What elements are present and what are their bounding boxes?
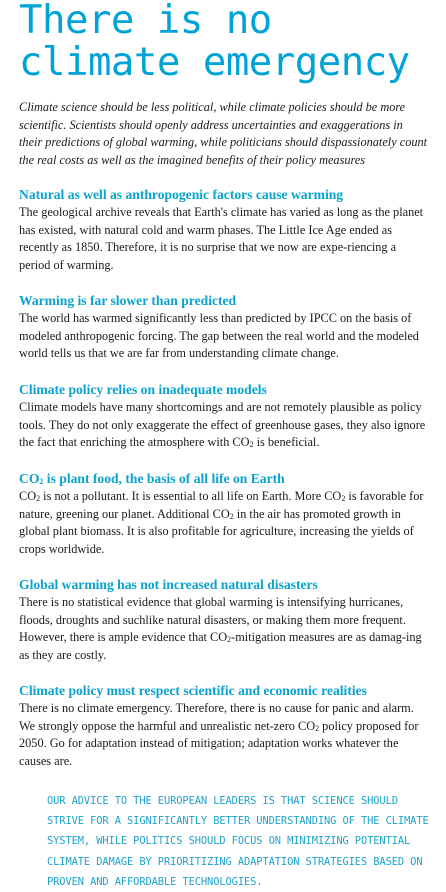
- section-body: The geological archive reveals that Earth's climate has varied as long as the planet has existed, with natural cold and warm phases. The Little Ice Age ended as recently as 1850. Therefore, it is no surprise that we now are expe-riencing a period of warming.: [19, 204, 424, 272]
- section-body: Climate models have many shortcomings and are not remotely plausible as policy tools. They do not only exaggerate the effect of greenhouse gases, they also ignore the fact that enriching the atmosphere with $CO_2$ is beneficial.: [19, 399, 426, 450]
- section-plant-food: [19, 470, 429, 559]
- section-natural-factors: [19, 186, 429, 275]
- intro-paragraph: Climate science should be less political, while climate policies should be more scientific. Scientists should openly address uncertainties and exaggerations in their predictions of global warming, while politicians should dispassionately count the real costs as well as the imagined benefits of their policy measures: [19, 100, 428, 168]
- page-title: [19, 0, 410, 84]
- section-heading: Natural as well as anthropogenic factors cause warming: [19, 187, 344, 202]
- section-slower-warming: [19, 292, 429, 363]
- section-policy-realities: [19, 682, 429, 771]
- title-line-2: climate emergency: [19, 40, 410, 85]
- section-heading: Climate policy relies on inadequate models: [19, 382, 267, 397]
- section-body: There is no climate emergency. Therefore, there is no cause for panic and alarm. We strongly oppose the harmful and unrealistic net-zero $CO_2$ policy proposed for 2050. Go for adaptation instead of mitigation; adaptation works whatever the causes are.: [19, 700, 419, 768]
- title-line-1: There is no: [19, 0, 272, 43]
- section-heading: Global warming has not increased natural disasters: [19, 577, 318, 592]
- section-body: There is no statistical evidence that global warming is intensifying hurricanes, floods, droughts and suchlike natural disasters, or making them more frequent. However, there is ample evidence that $CO_2$-mitigation measures are as damag-ing as they are costly.: [19, 594, 422, 662]
- section-heading: Climate policy must respect scientific and economic realities: [19, 683, 367, 698]
- section-heading: $CO_2$ is plant food, the basis of all life on Earth: [19, 471, 285, 486]
- section-inadequate-models: [19, 381, 429, 452]
- section-heading: Warming is far slower than predicted: [19, 293, 237, 308]
- advice-statement: OUR ADVICE TO THE EUROPEAN LEADERS IS THAT SCIENCE SHOULD STRIVE FOR A SIGNIFICANTLY BETTER UNDERSTANDING OF THE CLIMATE SYSTEM, WHILE POLITICS SHOULD FOCUS ON MINIMIZING POTENTIAL CLIMATE DAMAGE BY PRIORITIZING ADAPTATION STRATEGIES BASED ON PROVEN AND AFFORDABLE TECHNOLOGIES.: [47, 795, 429, 888]
- section-natural-disasters: [19, 576, 429, 665]
- section-body: $CO_2$ is not a pollutant. It is essential to all life on Earth. More $CO_2$ is favorable for nature, greening our planet. Additional $CO_2$ in the air has promoted growth in global plant biomass. It is also profitable for agriculture, increasing the yields of crops worldwide.: [19, 488, 424, 556]
- section-body: The world has warmed significantly less than predicted by IPCC on the basis of modeled anthropogenic forcing. The gap between the real world and the modeled world tells us that we are far from understanding climate change.: [19, 310, 419, 361]
